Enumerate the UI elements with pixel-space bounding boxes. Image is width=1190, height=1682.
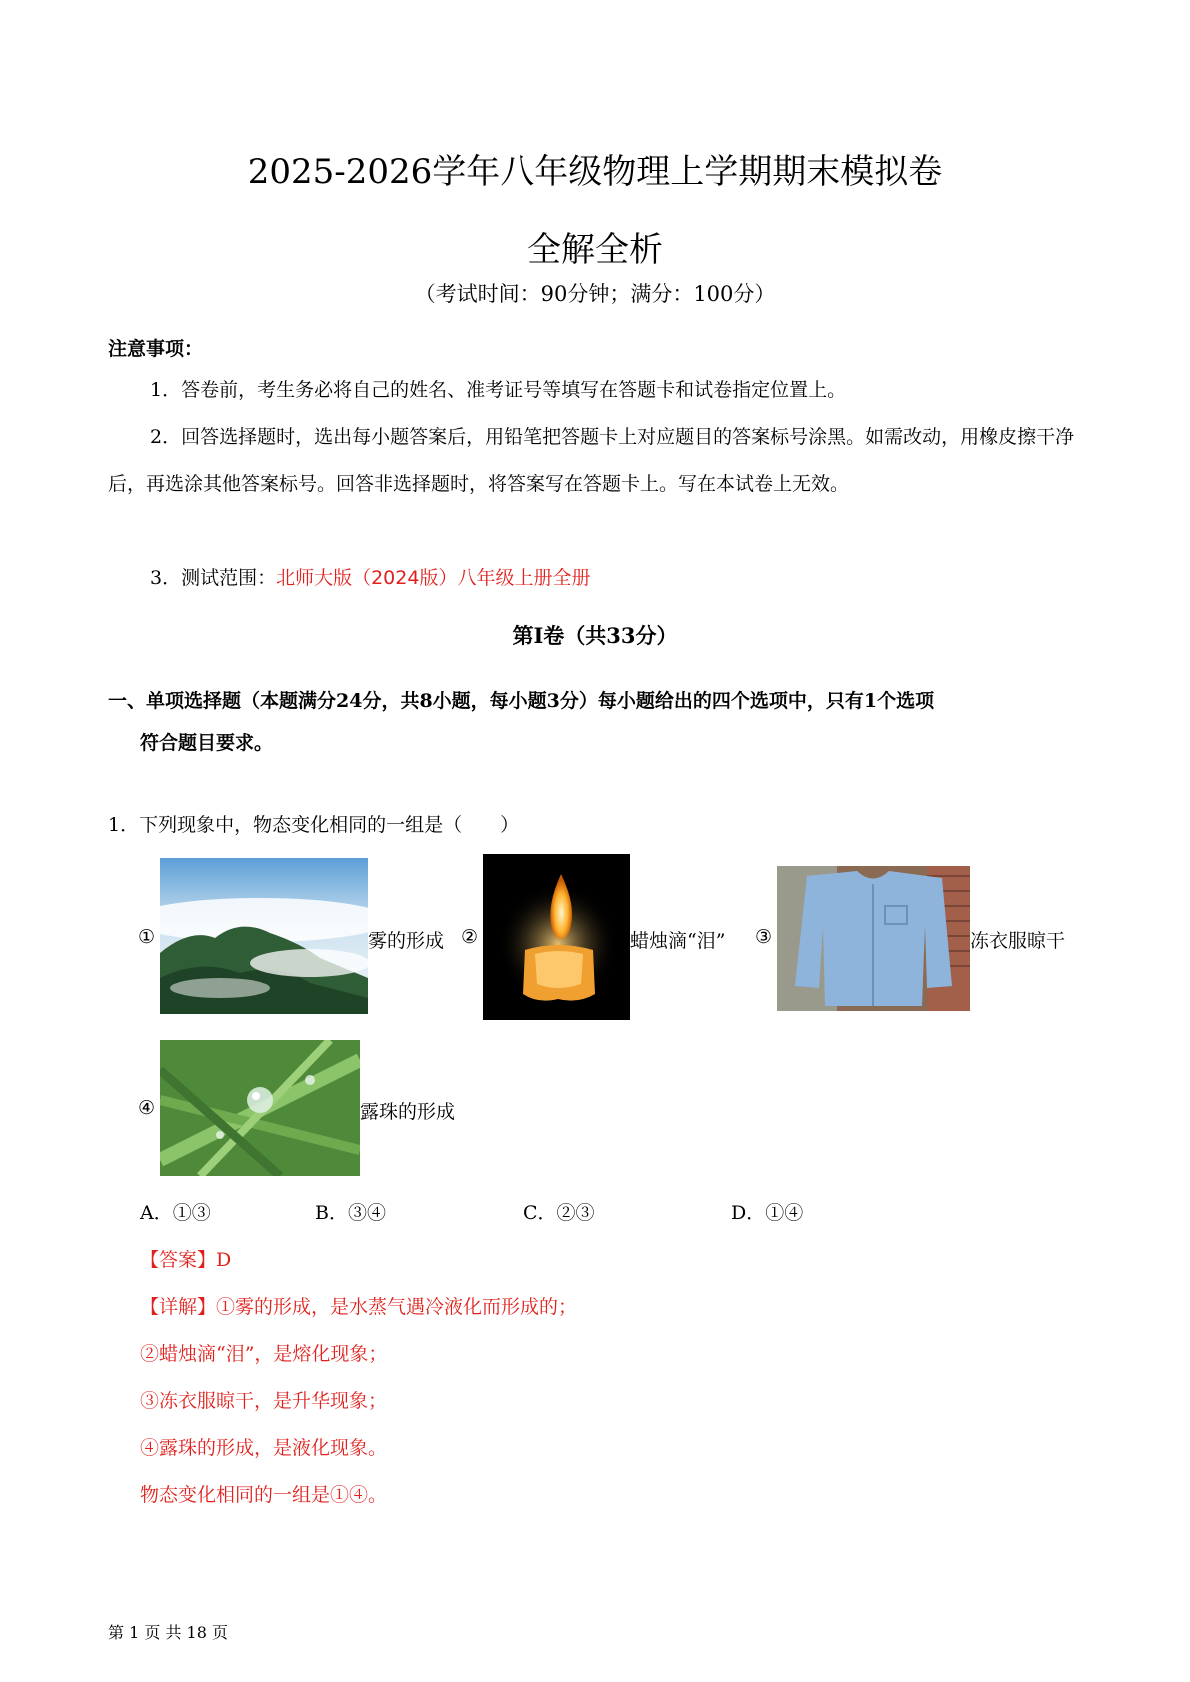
exam-info: （考试时间：90分钟；满分：100分） (414, 282, 776, 306)
notice-heading: 注意事项： (108, 338, 204, 360)
notice-item-3-prefix: 3．测试范围： (150, 567, 277, 589)
question-stem: 1．下列现象中，物态变化相同的一组是（ ） (108, 814, 520, 836)
frozen-shirt-image (777, 866, 970, 1011)
notice-item-2: 2．回答选择题时，选出每小题答案后，用铅笔把答题卡上对应题目的答案标号涂黑。如需改动，用橡皮擦干净后，再选涂其他答案标号。回答非选择题时，将答案写在答题卡上。写在本试卷上无效。 (108, 426, 1075, 495)
figure-caption-3: 冻衣服晾干 (970, 930, 1066, 952)
notice-item-1: 1．答卷前，考生务必将自己的姓名、准考证号等填写在答题卡和试卷指定位置上。 (150, 379, 847, 401)
figure-marker-4: ④ (138, 1097, 156, 1119)
explain-line-1: 【详解】①雾的形成，是水蒸气遇冷液化而形成的； (140, 1296, 578, 1318)
test-range: 北师大版（2024版）八年级上册全册 (276, 567, 591, 589)
part-heading-line2: 符合题目要求。 (140, 732, 274, 754)
candle-image (483, 854, 630, 1020)
exam-subtitle: 全解全析 (527, 230, 663, 270)
explain-line-2: ②蜡烛滴“泪”，是熔化现象； (140, 1343, 388, 1365)
figure-caption-1: 雾的形成 (368, 930, 445, 952)
explain-line-3: ③冻衣服晾干，是升华现象； (140, 1390, 388, 1412)
explain-line-4: ④露珠的形成，是液化现象。 (140, 1437, 388, 1459)
notice-item-3 (108, 555, 1088, 602)
option-a: A．①③ (140, 1202, 211, 1224)
option-b: B．③④ (315, 1202, 386, 1224)
figure-marker-1: ① (138, 926, 156, 948)
option-d: D．①④ (731, 1202, 804, 1224)
section-heading: 第Ⅰ卷（共33分） (512, 623, 678, 648)
page-footer: 第 1 页 共 18 页 (108, 1623, 228, 1642)
figure-caption-4: 露珠的形成 (360, 1101, 456, 1123)
dew-drop-image (160, 1040, 360, 1176)
figure-marker-3: ③ (755, 926, 773, 948)
part-heading-line1: 一、单项选择题（本题满分24分，共8小题，每小题3分）每小题给出的四个选项中，只有1个选项 (108, 690, 935, 712)
fog-mountain-image (160, 858, 368, 1014)
figure-caption-2: 蜡烛滴“泪” (630, 930, 726, 952)
explain-line-5: 物态变化相同的一组是①④。 (140, 1484, 388, 1506)
part-heading (108, 680, 1068, 764)
option-c: C．②③ (523, 1202, 595, 1224)
answer-line: 【答案】D (140, 1249, 232, 1271)
figure-marker-2: ② (461, 926, 479, 948)
exam-title: 2025-2026学年八年级物理上学期期末模拟卷 (247, 152, 943, 192)
